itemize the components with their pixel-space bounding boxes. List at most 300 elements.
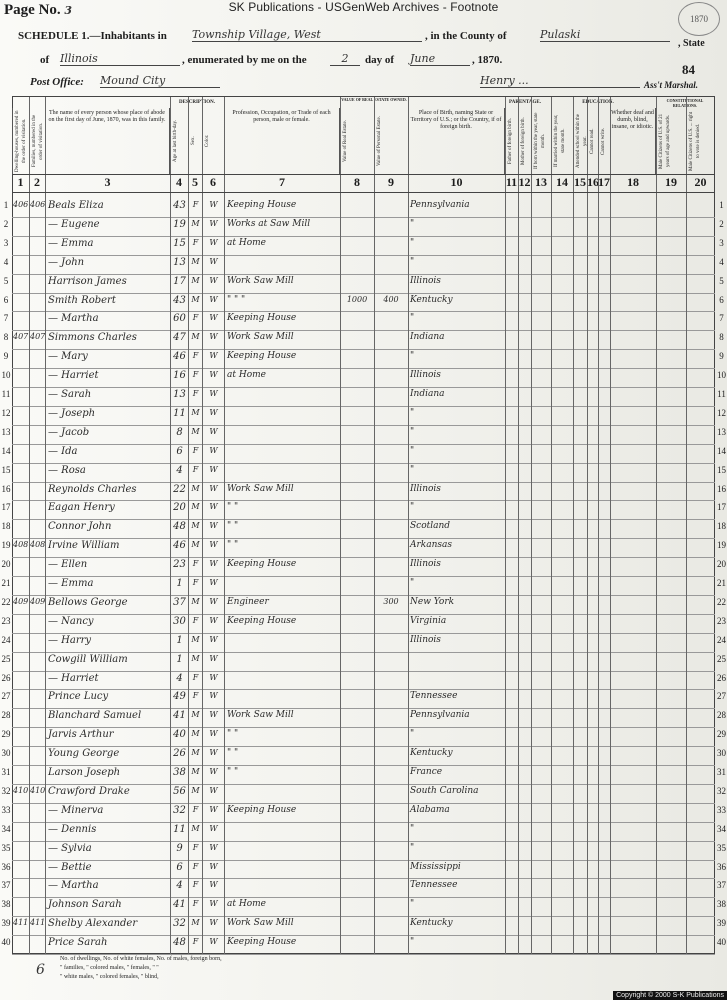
person-name: Connor John bbox=[48, 521, 112, 533]
place-of-birth: France bbox=[410, 767, 443, 777]
place-of-birth: " bbox=[410, 729, 415, 740]
person-name: — Dennis bbox=[48, 823, 97, 835]
row-number-right: 3 bbox=[719, 237, 724, 248]
place-of-birth: Tennessee bbox=[410, 691, 458, 702]
person-sex: M bbox=[191, 218, 200, 228]
place-of-birth: Pennsylvania bbox=[410, 200, 470, 210]
person-name: Shelby Alexander bbox=[48, 918, 138, 930]
row-number-right: 18 bbox=[717, 521, 726, 532]
column-header-14: If married within the year, state month. bbox=[551, 108, 573, 174]
person-occupation: Works at Saw Mill bbox=[227, 218, 311, 229]
column-header-9: Value of Personal Estate. bbox=[374, 108, 408, 174]
person-name: — Emma bbox=[48, 237, 94, 249]
row-number-left: 6 bbox=[3, 294, 9, 305]
person-occupation: at Home bbox=[227, 237, 266, 248]
person-color: W bbox=[209, 294, 218, 304]
person-name: — Martha bbox=[48, 880, 99, 892]
person-sex: F bbox=[192, 370, 199, 380]
person-color: W bbox=[209, 559, 218, 569]
enum-day: 2 bbox=[330, 52, 360, 66]
row-number-right: 6 bbox=[719, 294, 724, 305]
dwelling-number: 407 bbox=[13, 332, 29, 342]
header-rule bbox=[12, 96, 715, 97]
footer-line-3: " white males, " colored females, " blind, bbox=[60, 974, 159, 980]
person-sex: F bbox=[192, 445, 199, 455]
column-rule bbox=[29, 96, 30, 954]
person-name: Johnson Sarah bbox=[48, 899, 122, 911]
person-occupation: " " " bbox=[227, 294, 246, 305]
person-sex: F bbox=[192, 842, 199, 852]
column-rule bbox=[188, 96, 189, 954]
row-number-left: 5 bbox=[3, 275, 9, 286]
person-sex: F bbox=[192, 672, 199, 682]
person-occupation: Keeping House bbox=[227, 804, 297, 815]
person-sex: M bbox=[191, 294, 200, 304]
day-of-label: day of bbox=[365, 54, 395, 66]
header-rule bbox=[12, 174, 715, 175]
real-estate-value: 1000 bbox=[346, 294, 368, 304]
row-number-left: 4 bbox=[3, 256, 9, 267]
person-name: — Joseph bbox=[48, 407, 96, 419]
group-parentage: PARENTAGE. bbox=[509, 100, 541, 105]
row-number-left: 23 bbox=[1, 615, 11, 626]
person-color: W bbox=[209, 596, 218, 606]
person-age: 41 bbox=[173, 710, 186, 722]
person-name: — Harry bbox=[48, 634, 92, 646]
summary-footer bbox=[60, 955, 222, 982]
personal-estate-value: 400 bbox=[383, 294, 399, 304]
person-name: Simmons Charles bbox=[48, 332, 137, 344]
person-age: 1 bbox=[176, 634, 183, 646]
row-number-left: 37 bbox=[1, 880, 11, 891]
row-number-right: 5 bbox=[719, 275, 724, 286]
row-number-left: 27 bbox=[1, 691, 11, 702]
person-age: 20 bbox=[173, 502, 186, 514]
person-occupation: Keeping House bbox=[227, 615, 297, 626]
column-number-19: 19 bbox=[665, 175, 677, 189]
row-number-right: 10 bbox=[717, 370, 726, 381]
header-rule bbox=[12, 192, 715, 193]
person-age: 46 bbox=[173, 351, 186, 363]
place-of-birth: South Carolina bbox=[410, 785, 479, 796]
place-of-birth: " bbox=[410, 502, 415, 513]
row-number-right: 24 bbox=[717, 634, 726, 645]
person-sex: M bbox=[191, 483, 200, 493]
row-number-right: 36 bbox=[717, 861, 726, 872]
family-number: 408 bbox=[30, 540, 46, 550]
person-occupation: Keeping House bbox=[227, 937, 297, 948]
person-color: W bbox=[209, 218, 218, 228]
person-color: W bbox=[209, 483, 218, 493]
person-age: 15 bbox=[173, 237, 186, 249]
row-number-right: 32 bbox=[717, 785, 726, 796]
person-color: W bbox=[209, 407, 218, 417]
person-occupation: Keeping House bbox=[227, 559, 297, 570]
marshal-label: Ass't Marshal. bbox=[644, 80, 699, 90]
person-color: W bbox=[209, 502, 218, 512]
family-number: 406 bbox=[30, 200, 46, 209]
column-header-4: Age at last birth-day. bbox=[170, 108, 188, 174]
person-age: 48 bbox=[173, 521, 186, 533]
person-color: W bbox=[209, 823, 218, 833]
row-number-left: 8 bbox=[3, 332, 9, 343]
person-age: 32 bbox=[173, 918, 186, 930]
person-name: — Rosa bbox=[48, 464, 86, 476]
person-name: Irvine William bbox=[48, 540, 120, 552]
column-number-16: 16 bbox=[587, 175, 599, 189]
person-color: W bbox=[209, 918, 218, 928]
column-header-13: If born within the year, state month. bbox=[531, 108, 551, 174]
column-rule bbox=[408, 96, 409, 954]
person-age: 48 bbox=[173, 937, 186, 949]
person-age: 11 bbox=[173, 407, 186, 419]
column-header-10: Place of Birth, naming State or Territory of U.S.; or the Country, if of foreign birth. bbox=[408, 108, 505, 174]
column-rule bbox=[202, 96, 203, 954]
person-sex: F bbox=[192, 691, 199, 701]
person-sex: F bbox=[192, 559, 199, 569]
column-number-13: 13 bbox=[535, 175, 547, 189]
row-number-left: 1 bbox=[3, 200, 9, 210]
row-number-right: 1 bbox=[719, 200, 724, 210]
column-number-7: 7 bbox=[279, 175, 285, 189]
column-header-16: Cannot read. bbox=[587, 108, 598, 174]
person-color: W bbox=[209, 540, 218, 550]
person-color: W bbox=[209, 767, 218, 776]
column-rule bbox=[531, 96, 532, 954]
person-name: Beals Eliza bbox=[48, 200, 104, 211]
person-sex: M bbox=[191, 653, 200, 663]
row-number-right: 38 bbox=[717, 899, 726, 910]
row-number-right: 21 bbox=[717, 578, 726, 588]
marshal-signature: Henry ... bbox=[480, 74, 640, 88]
county-label: , in the County of bbox=[425, 30, 507, 42]
place-of-birth: Illinois bbox=[410, 634, 441, 645]
column-number-10: 10 bbox=[450, 175, 463, 189]
row-number-right: 40 bbox=[717, 937, 726, 948]
person-color: W bbox=[209, 710, 218, 720]
post-office-label: Post Office: bbox=[30, 76, 84, 88]
person-occupation: Work Saw Mill bbox=[227, 710, 294, 721]
group-education: EDUCATION. bbox=[582, 100, 614, 105]
place-of-birth: Arkansas bbox=[410, 540, 453, 551]
column-number-18: 18 bbox=[627, 175, 639, 189]
post-office-name: Mound City bbox=[100, 74, 220, 88]
column-rule bbox=[587, 96, 588, 954]
person-color: W bbox=[209, 804, 218, 814]
place-of-birth: Alabama bbox=[410, 804, 450, 815]
row-number-left: 40 bbox=[1, 937, 11, 948]
personal-estate-value: 300 bbox=[383, 596, 399, 606]
column-header-1: Dwelling-houses, numbered in the order of visitation. bbox=[12, 108, 29, 174]
row-number-left: 31 bbox=[1, 767, 11, 777]
person-occupation: Keeping House bbox=[227, 200, 297, 210]
person-color: W bbox=[209, 691, 218, 701]
person-color: W bbox=[209, 842, 218, 852]
person-sex: F bbox=[192, 937, 199, 947]
person-sex: M bbox=[191, 729, 200, 739]
place-of-birth: Virginia bbox=[410, 615, 447, 626]
person-name: — Eugene bbox=[48, 218, 100, 230]
column-rule bbox=[224, 96, 225, 954]
row-number-left: 22 bbox=[1, 596, 11, 607]
person-name: Young George bbox=[48, 748, 120, 760]
family-number: 409 bbox=[30, 596, 46, 606]
row-number-right: 27 bbox=[717, 691, 726, 702]
column-header-20: Male Citizens of U.S. ... right to vote is denied. bbox=[686, 108, 715, 174]
person-sex: F bbox=[192, 861, 199, 871]
dwelling-number: 411 bbox=[13, 918, 29, 928]
person-age: 6 bbox=[176, 445, 183, 457]
row-number-right: 16 bbox=[717, 483, 726, 494]
person-age: 9 bbox=[176, 842, 183, 854]
column-number-20: 20 bbox=[694, 175, 707, 189]
place-of-birth: " bbox=[410, 842, 415, 853]
column-number-2: 2 bbox=[34, 175, 40, 189]
row-number-left: 16 bbox=[1, 483, 11, 494]
person-color: W bbox=[209, 615, 218, 625]
person-name: Larson Joseph bbox=[48, 767, 121, 778]
schedule-label: SCHEDULE 1.—Inhabitants in bbox=[18, 30, 167, 42]
place-of-birth: " bbox=[410, 218, 415, 229]
person-age: 11 bbox=[173, 823, 186, 835]
person-color: W bbox=[209, 899, 218, 909]
person-name: — Sarah bbox=[48, 389, 92, 400]
column-header-6: Color. bbox=[202, 108, 224, 174]
person-name: — Bettie bbox=[48, 861, 92, 873]
person-sex: F bbox=[192, 578, 199, 587]
row-number-right: 17 bbox=[717, 502, 726, 513]
place-of-birth: Kentucky bbox=[410, 294, 453, 305]
person-sex: M bbox=[191, 426, 200, 436]
place-of-birth: Kentucky bbox=[410, 748, 453, 759]
row-number-right: 33 bbox=[717, 804, 726, 815]
column-header-17: Cannot write. bbox=[598, 108, 610, 174]
person-age: 43 bbox=[173, 294, 186, 306]
person-occupation: Work Saw Mill bbox=[227, 918, 294, 929]
person-sex: M bbox=[191, 332, 200, 342]
place-of-birth: New York bbox=[410, 596, 455, 607]
person-age: 49 bbox=[173, 691, 186, 703]
page-stamp: 1870 bbox=[678, 2, 720, 36]
person-sex: M bbox=[191, 918, 200, 928]
row-number-right: 7 bbox=[719, 313, 724, 324]
person-sex: F bbox=[192, 899, 199, 909]
family-number: 411 bbox=[30, 918, 46, 928]
place-of-birth: " bbox=[410, 426, 415, 437]
column-header-3: The name of every person whose place of abode on the first day of June, 1870, was in this family. bbox=[45, 108, 170, 174]
place-of-birth: Illinois bbox=[410, 275, 441, 286]
row-number-right: 39 bbox=[717, 918, 726, 929]
column-header-15: Attended school within the year. bbox=[573, 108, 587, 174]
person-age: 30 bbox=[173, 615, 186, 627]
row-number-right: 4 bbox=[719, 256, 724, 267]
person-age: 46 bbox=[173, 540, 186, 552]
place-of-birth: " bbox=[410, 899, 415, 910]
page-no-text: Page No. bbox=[4, 2, 61, 18]
column-header-8: Value of Real Estate. bbox=[340, 108, 374, 174]
row-number-left: 18 bbox=[1, 521, 11, 532]
column-number-12: 12 bbox=[518, 175, 531, 189]
person-name: — Jacob bbox=[48, 426, 90, 438]
person-color: W bbox=[209, 729, 218, 739]
row-number-left: 28 bbox=[1, 710, 11, 721]
row-number-left: 20 bbox=[1, 559, 11, 570]
place-of-birth: " bbox=[410, 937, 415, 948]
dwelling-number: 410 bbox=[13, 785, 29, 795]
person-sex: M bbox=[191, 785, 200, 795]
person-age: 56 bbox=[173, 785, 186, 797]
column-rule bbox=[170, 96, 171, 954]
person-sex: F bbox=[192, 389, 199, 398]
archive-watermark: SK Publications - USGenWeb Archives - Footnote bbox=[228, 0, 499, 14]
row-number-left: 38 bbox=[1, 899, 11, 910]
person-name: Smith Robert bbox=[48, 294, 116, 306]
place-of-birth: Indiana bbox=[410, 389, 445, 399]
person-color: W bbox=[209, 672, 218, 682]
row-number-left: 13 bbox=[1, 426, 11, 437]
person-color: W bbox=[209, 256, 218, 266]
person-name: — Martha bbox=[48, 313, 99, 325]
page-no-value: 3 bbox=[64, 4, 73, 17]
person-name: Price Sarah bbox=[48, 937, 108, 949]
place-name: Township Village, West bbox=[192, 28, 422, 42]
dwelling-number: 408 bbox=[13, 540, 29, 550]
column-header-19: Male Citizens of U.S. of 21 years of age and upwards. bbox=[656, 108, 686, 174]
row-number-right: 35 bbox=[717, 842, 726, 853]
person-occupation: Work Saw Mill bbox=[227, 332, 294, 343]
person-color: W bbox=[209, 861, 218, 871]
person-age: 4 bbox=[176, 464, 183, 476]
page-no-label bbox=[4, 2, 72, 19]
person-age: 22 bbox=[173, 483, 186, 495]
person-sex: F bbox=[192, 464, 199, 474]
row-number-left: 17 bbox=[1, 502, 11, 513]
person-color: W bbox=[209, 370, 218, 380]
place-of-birth: Illinois bbox=[410, 559, 441, 570]
column-rule bbox=[340, 96, 341, 954]
place-of-birth: " bbox=[410, 313, 415, 324]
person-age: 17 bbox=[173, 275, 186, 287]
family-number: 407 bbox=[30, 332, 46, 342]
column-number-3: 3 bbox=[104, 175, 111, 189]
person-age: 1 bbox=[176, 578, 183, 589]
row-number-left: 36 bbox=[1, 861, 11, 872]
state-label: , State bbox=[678, 38, 705, 49]
row-number-left: 29 bbox=[1, 729, 11, 740]
person-age: 16 bbox=[173, 370, 186, 382]
column-rule bbox=[518, 96, 519, 954]
row-number-right: 22 bbox=[717, 596, 726, 607]
person-age: 41 bbox=[173, 899, 186, 911]
person-age: 8 bbox=[176, 426, 183, 438]
person-sex: M bbox=[191, 502, 200, 512]
person-color: W bbox=[209, 880, 218, 890]
column-header-12: Mother of foreign birth. bbox=[518, 108, 531, 174]
person-color: W bbox=[209, 351, 218, 361]
person-color: W bbox=[209, 464, 218, 474]
column-rule bbox=[551, 96, 552, 954]
person-sex: M bbox=[191, 823, 200, 833]
person-name: Bellows George bbox=[48, 596, 128, 608]
place-of-birth: Illinois bbox=[410, 483, 441, 494]
place-of-birth: " bbox=[410, 237, 415, 248]
of-label: of bbox=[40, 54, 50, 66]
person-name: — Harriet bbox=[48, 370, 99, 382]
row-number-left: 2 bbox=[3, 218, 9, 229]
person-color: W bbox=[209, 937, 218, 947]
person-occupation: " " bbox=[227, 540, 239, 551]
person-name: Crawford Drake bbox=[48, 785, 130, 797]
column-rule bbox=[573, 96, 574, 954]
person-occupation: Engineer bbox=[227, 596, 269, 607]
footer-line-1: No. of dwellings, No. of white females, No. of males, foreign born, bbox=[60, 956, 222, 962]
row-number-right: 8 bbox=[719, 332, 724, 343]
footer-count: 6 bbox=[36, 962, 45, 978]
person-sex: M bbox=[191, 521, 200, 531]
enum-year: , 1870. bbox=[472, 54, 503, 66]
row-number-left: 35 bbox=[1, 842, 11, 853]
person-name: Prince Lucy bbox=[48, 691, 109, 703]
person-sex: M bbox=[191, 275, 200, 285]
row-number-right: 15 bbox=[717, 464, 726, 475]
row-number-right: 29 bbox=[717, 729, 726, 740]
person-color: W bbox=[209, 389, 218, 398]
person-sex: M bbox=[191, 407, 200, 417]
enumerated-label: , enumerated by me on the bbox=[182, 54, 307, 66]
row-number-right: 31 bbox=[717, 767, 726, 777]
place-of-birth: Tennessee bbox=[410, 880, 458, 891]
person-occupation: " " bbox=[227, 502, 239, 513]
place-of-birth: " bbox=[410, 407, 415, 418]
column-rule bbox=[610, 96, 611, 954]
column-number-5: 5 bbox=[192, 175, 198, 189]
column-number-8: 8 bbox=[354, 175, 360, 189]
row-number-left: 7 bbox=[3, 313, 9, 324]
person-name: — Emma bbox=[48, 578, 94, 589]
person-color: W bbox=[209, 785, 218, 795]
person-sex: F bbox=[192, 351, 199, 361]
person-color: W bbox=[209, 237, 218, 247]
place-of-birth: " bbox=[410, 445, 415, 456]
person-occupation: Work Saw Mill bbox=[227, 483, 294, 494]
person-age: 1 bbox=[176, 653, 183, 665]
person-occupation: at Home bbox=[227, 370, 266, 381]
person-age: 26 bbox=[173, 748, 186, 760]
person-color: W bbox=[209, 200, 218, 209]
row-number-right: 23 bbox=[717, 615, 726, 626]
column-number-15: 15 bbox=[574, 175, 586, 189]
row-number-right: 34 bbox=[717, 823, 726, 834]
person-name: Blanchard Samuel bbox=[48, 710, 142, 722]
row-number-left: 25 bbox=[1, 653, 11, 664]
person-color: W bbox=[209, 275, 218, 285]
column-rule bbox=[686, 96, 687, 954]
person-name: — Ellen bbox=[48, 559, 88, 571]
person-occupation: Work Saw Mill bbox=[227, 275, 294, 286]
place-of-birth: " bbox=[410, 256, 415, 267]
person-sex: M bbox=[191, 767, 200, 776]
column-rule bbox=[505, 96, 506, 954]
row-number-right: 20 bbox=[717, 559, 726, 570]
person-sex: F bbox=[192, 200, 199, 209]
row-number-right: 11 bbox=[717, 389, 726, 399]
row-number-right: 12 bbox=[717, 407, 726, 418]
place-of-birth: " bbox=[410, 351, 415, 362]
person-age: 40 bbox=[173, 729, 186, 741]
person-name: — Ida bbox=[48, 445, 78, 457]
person-sex: M bbox=[191, 596, 200, 606]
dwelling-number: 409 bbox=[13, 596, 29, 606]
